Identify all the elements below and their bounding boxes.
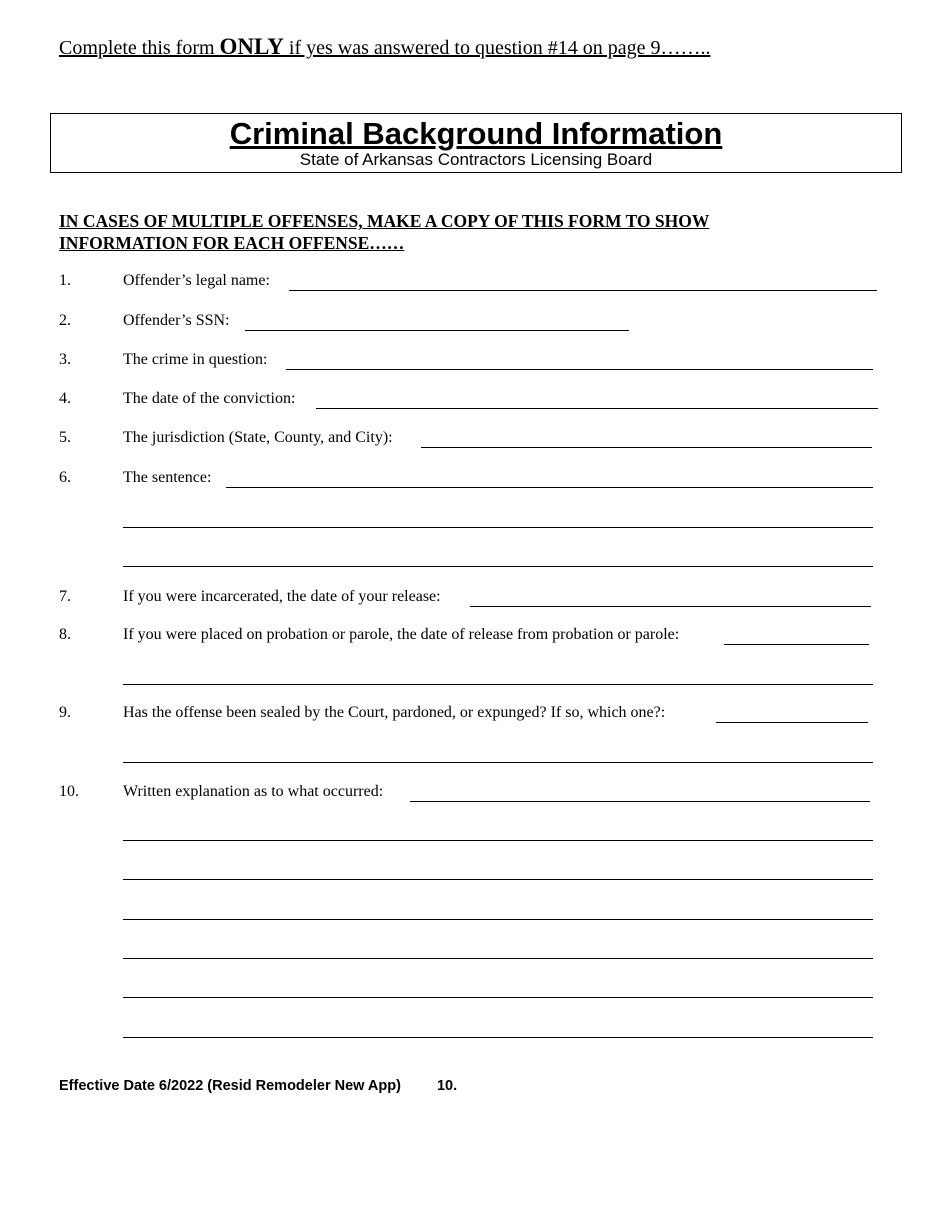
- explanation-field[interactable]: [410, 801, 870, 802]
- question-number: 7.: [59, 588, 71, 605]
- jurisdiction-field[interactable]: [421, 447, 872, 448]
- question-label: Has the offense been sealed by the Court, pardoned, or expunged? If so, which one?:: [123, 704, 666, 721]
- intro-instruction: [59, 34, 710, 60]
- question-label: Offender’s SSN:: [123, 312, 230, 329]
- form-header: [50, 113, 902, 173]
- sentence-line-2[interactable]: [123, 527, 873, 528]
- question-label: The jurisdiction (State, County, and City):: [123, 429, 393, 446]
- multiple-offenses-notice: [59, 210, 709, 254]
- question-label: If you were placed on probation or parole, the date of release from probation or parole:: [123, 626, 680, 643]
- question-1: [0, 270, 950, 292]
- effective-date: Effective Date 6/2022 (Resid Remodeler New App): [59, 1078, 401, 1094]
- crime-field[interactable]: [286, 369, 873, 370]
- question-number: 3.: [59, 351, 71, 368]
- explanation-line-4[interactable]: [123, 919, 873, 920]
- question-number: 5.: [59, 429, 71, 446]
- question-label: If you were incarcerated, the date of your release:: [123, 588, 441, 605]
- notice-line-1: IN CASES OF MULTIPLE OFFENSES, MAKE A COPY OF THIS FORM TO SHOW: [59, 211, 710, 231]
- question-8: [0, 624, 950, 646]
- question-number: 8.: [59, 626, 71, 643]
- explanation-line-3[interactable]: [123, 879, 873, 880]
- intro-emphasis: ONLY: [219, 34, 284, 59]
- question-label: The date of the conviction:: [123, 390, 296, 407]
- intro-prefix: Complete this form: [59, 37, 220, 59]
- question-number: 10.: [59, 783, 79, 800]
- sealed-pardoned-field[interactable]: [716, 722, 868, 723]
- explanation-line-6[interactable]: [123, 997, 873, 998]
- ssn-field[interactable]: [245, 330, 629, 331]
- intro-suffix: if yes was answered to question #14 on page 9……..: [283, 37, 711, 59]
- conviction-date-field[interactable]: [316, 408, 878, 409]
- question-number: 1.: [59, 272, 71, 289]
- question-4: [0, 388, 950, 410]
- question-3: [0, 349, 950, 371]
- question-number: 9.: [59, 704, 71, 721]
- probation-line-2[interactable]: [123, 684, 873, 685]
- sealed-line-2[interactable]: [123, 762, 873, 763]
- legal-name-field[interactable]: [289, 290, 877, 291]
- page-number: 10.: [436, 1078, 458, 1094]
- question-5: [0, 427, 950, 449]
- explanation-line-2[interactable]: [123, 840, 873, 841]
- release-date-field[interactable]: [470, 606, 871, 607]
- question-2: [0, 310, 950, 332]
- question-6: [0, 467, 950, 489]
- question-number: 2.: [59, 312, 71, 329]
- question-label: Written explanation as to what occurred:: [123, 783, 384, 800]
- page-footer: [59, 1078, 457, 1094]
- question-label: The crime in question:: [123, 351, 268, 368]
- notice-line-2: INFORMATION FOR EACH OFFENSE……: [59, 233, 405, 253]
- form-subtitle: State of Arkansas Contractors Licensing Board: [299, 150, 653, 169]
- probation-release-date-field[interactable]: [724, 644, 869, 645]
- question-label: Offender’s legal name:: [123, 272, 270, 289]
- question-10: [0, 781, 950, 803]
- sentence-field[interactable]: [226, 487, 873, 488]
- explanation-line-5[interactable]: [123, 958, 873, 959]
- question-number: 4.: [59, 390, 71, 407]
- question-7: [0, 586, 950, 608]
- sentence-line-3[interactable]: [123, 566, 873, 567]
- question-number: 6.: [59, 469, 71, 486]
- explanation-line-7[interactable]: [123, 1037, 873, 1038]
- form-title: Criminal Background Information: [229, 116, 723, 151]
- question-label: The sentence:: [123, 469, 212, 486]
- question-9: [0, 702, 950, 724]
